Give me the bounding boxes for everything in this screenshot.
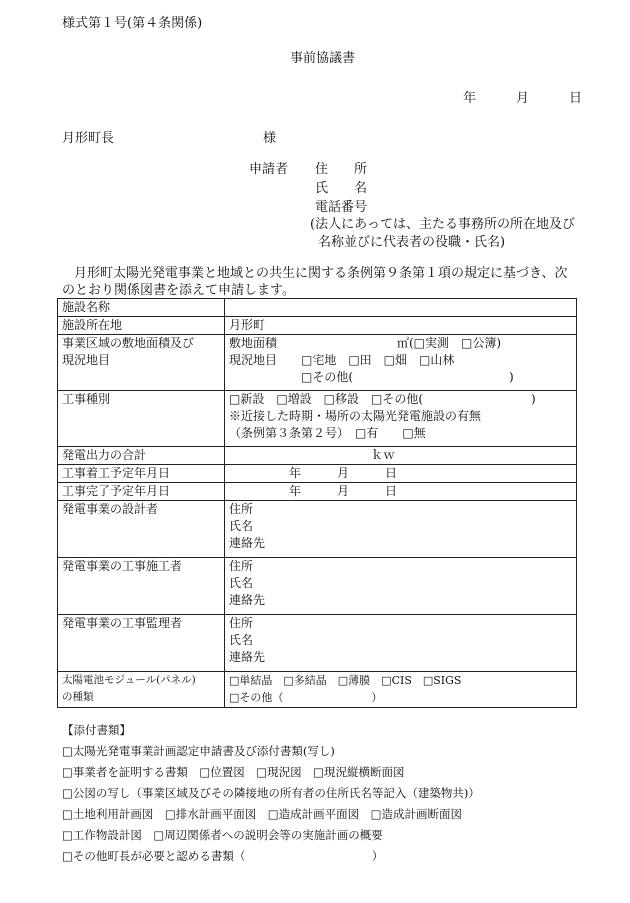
builder-address: 住所: [229, 559, 254, 573]
supervisor-address: 住所: [229, 616, 254, 630]
module-type-label-2: の種類: [62, 691, 94, 703]
applicant-name: 氏 名: [315, 181, 368, 196]
form-number: 様式第１号(第４条関係): [62, 16, 203, 31]
applicant-note-2: 名称並びに代表者の役職・氏名): [318, 235, 506, 250]
attachment-item: □太陽光発電事業計画認定申請書及び添付書類(写し): [62, 744, 335, 758]
applicant-note-1: (法人にあっては、主たる事務所の所在地及び: [310, 217, 575, 232]
designer-label: 発電事業の設計者: [58, 501, 225, 558]
addressee-mayor: 月形町長: [62, 131, 115, 146]
builder-name: 氏名: [229, 576, 254, 590]
applicant-phone: 電話番号: [315, 200, 368, 215]
designer-address: 住所: [229, 502, 254, 516]
date-year: 年: [463, 91, 477, 106]
work-type-options: □新設 □増設 □移設 □その他( ): [229, 392, 536, 406]
facility-name-label: 施設名称: [58, 299, 225, 317]
output-total-label: 発電出力の合計: [58, 447, 225, 465]
addressee-sama: 様: [263, 131, 277, 146]
module-type-label: [58, 672, 225, 708]
nearby-facility-options: （条例第３条第２号） □有 □無: [229, 426, 426, 440]
module-type-options: □単結晶 □多結晶 □薄膜 □CIS □SIGS: [229, 674, 462, 687]
site-area-label: [58, 335, 225, 391]
end-date-ymd: 年 月 日: [289, 484, 398, 498]
facility-location-label: 施設所在地: [58, 317, 225, 335]
intro-line-1: 月形町太陽光発電事業と地域との共生に関する条例第９条第１項の規定に基づき、次: [74, 266, 568, 281]
start-date-label: 工事着工予定年月日: [58, 465, 225, 483]
supervisor-label: 発電事業の工事監理者: [58, 615, 225, 672]
attachment-item: □土地利用計画図 □排水計画平面図 □造成計画平面図 □造成計画断面図: [62, 807, 462, 821]
land-category-other-line: □その他( ): [229, 370, 514, 384]
output-total-value[interactable]: [225, 447, 577, 465]
attachment-item: □事業者を証明する書類 □位置図 □現況図 □現況縦横断面図: [62, 765, 405, 779]
work-type-label: 工事種別: [58, 391, 225, 447]
designer-contact: 連絡先: [229, 536, 266, 550]
supervisor-contact: 連絡先: [229, 650, 266, 664]
attachment-item: □公図の写し（事業区域及びその隣接地の所有者の住所氏名等記入（建築物共)）: [62, 786, 480, 800]
nearby-facility-line: ※近接した時期・場所の太陽光発電施設の有無: [229, 409, 482, 423]
module-type-label-1: 太陽電池モジュール(パネル): [62, 674, 196, 686]
site-area-value[interactable]: [225, 335, 577, 391]
supervisor-value[interactable]: [225, 615, 577, 672]
attachment-item: □工作物設計図 □周辺関係者への説明会等の実施計画の概要: [62, 828, 383, 842]
attachments-heading: 【添付書類】: [62, 723, 131, 737]
applicant-address: 住 所: [315, 162, 368, 177]
builder-contact: 連絡先: [229, 593, 266, 607]
builder-label: 発電事業の工事施工者: [58, 558, 225, 615]
start-date-value[interactable]: [225, 465, 577, 483]
site-area-line-1: 敷地面積 ㎡(□実測 □公簿): [229, 336, 502, 350]
module-type-other: □その他（ ）: [229, 691, 383, 704]
document-title: 事前協議書: [290, 51, 356, 66]
site-area-label-2: 現況地目: [62, 353, 111, 367]
site-area-label-1: 事業区域の敷地面積及び: [62, 336, 195, 350]
end-date-label: 工事完了予定年月日: [58, 483, 225, 501]
builder-value[interactable]: [225, 558, 577, 615]
date-month: 月: [516, 91, 530, 106]
applicant-label: 申請者: [249, 162, 289, 177]
intro-line-2: のとおり関係図書を添えて申請します。: [62, 283, 295, 298]
end-date-value[interactable]: [225, 483, 577, 501]
supervisor-name: 氏名: [229, 633, 254, 647]
module-type-value[interactable]: [225, 672, 577, 708]
work-type-value[interactable]: [225, 391, 577, 447]
application-table: [57, 298, 577, 708]
attachment-item: □その他町長が必要と認める書類（ ）: [62, 849, 384, 863]
designer-value[interactable]: [225, 501, 577, 558]
facility-name-value[interactable]: [225, 299, 577, 317]
land-category-line: 現況地目 □宅地 □田 □畑 □山林: [229, 353, 455, 367]
date-day: 日: [569, 91, 583, 106]
designer-name: 氏名: [229, 519, 254, 533]
start-date-ymd: 年 月 日: [289, 466, 398, 480]
output-unit: ｋｗ: [371, 448, 396, 462]
facility-location-value[interactable]: 月形町: [225, 317, 577, 335]
